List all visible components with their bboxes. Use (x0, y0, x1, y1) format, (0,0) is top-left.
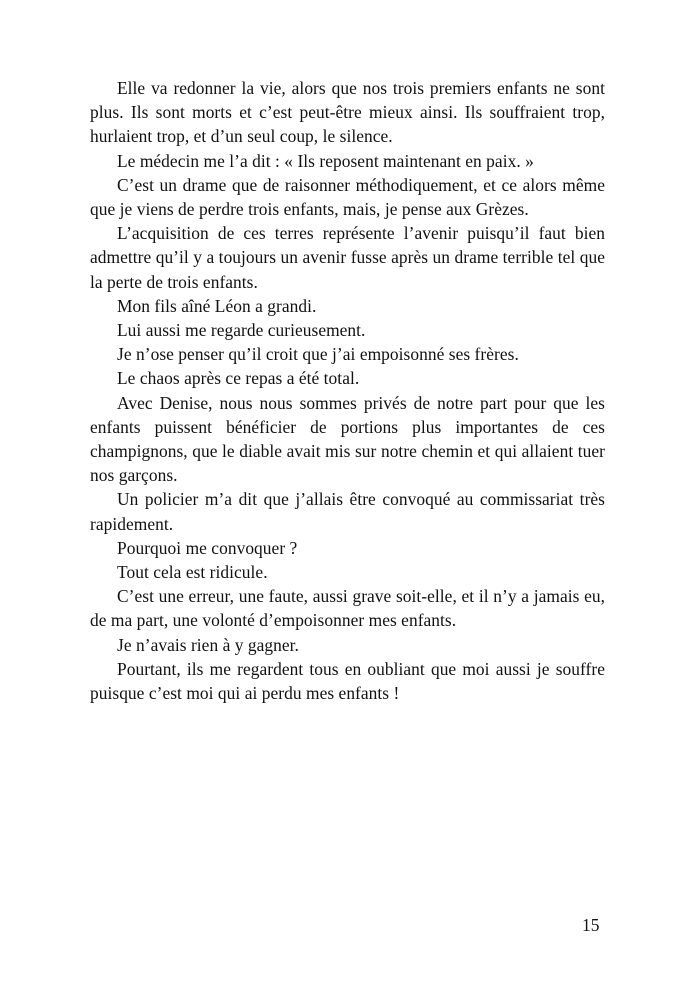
paragraph: L’acquisition de ces terres représente l’avenir puisqu’il faut bien admettre qu’il y a toujours un avenir fusse après un drame terrible tel que la perte de trois enfants. (90, 223, 605, 292)
paragraph: Avec Denise, nous nous sommes privés de notre part pour que les enfants puissent bénéficier de portions plus importantes de ces champignons, que le diable avait mis sur notre chemin et qui allaient tuer nos garçons. (90, 392, 605, 486)
paragraph: Lui aussi me regarde curieusement. (117, 320, 366, 341)
paragraph: Le chaos après ce repas a été total. (117, 368, 360, 389)
paragraph: Je n’avais rien à y gagner. (117, 634, 299, 655)
paragraph: C’est un drame que de raisonner méthodiquement, et ce alors même que je viens de perdre trois enfants, mais, je pense aux Grèzes. (90, 174, 605, 220)
paragraph: Pourtant, ils me regardent tous en oubliant que moi aussi je souffre puisque c’est moi qui ai perdu mes enfants ! (90, 658, 605, 704)
paragraph: Pourquoi me convoquer ? (117, 537, 298, 558)
paragraph: Un policier m’a dit que j’allais être convoqué au commissariat très rapidement. (90, 489, 605, 534)
paragraph: Tout cela est ridicule. (117, 562, 268, 583)
paragraph: C’est une erreur, une faute, aussi grave soit-elle, et il n’y a jamais eu, de ma part, une volonté d’empoisonner mes enfants. (90, 586, 605, 631)
page-number: 15 (582, 915, 600, 935)
paragraph: Mon fils aîné Léon a grandi. (117, 295, 317, 316)
paragraph: Le médecin me l’a dit : « Ils reposent maintenant en paix. » (117, 150, 534, 171)
page-body (90, 76, 605, 705)
paragraph: Je n’ose penser qu’il croit que j’ai empoisonné ses frères. (117, 344, 519, 365)
paragraph: Elle va redonner la vie, alors que nos trois premiers enfants ne sont plus. Ils sont morts et c’est peut-être mieux ainsi. Ils souffraient trop, hurlaient trop, et d’un seul coup, le silence. (90, 78, 605, 147)
